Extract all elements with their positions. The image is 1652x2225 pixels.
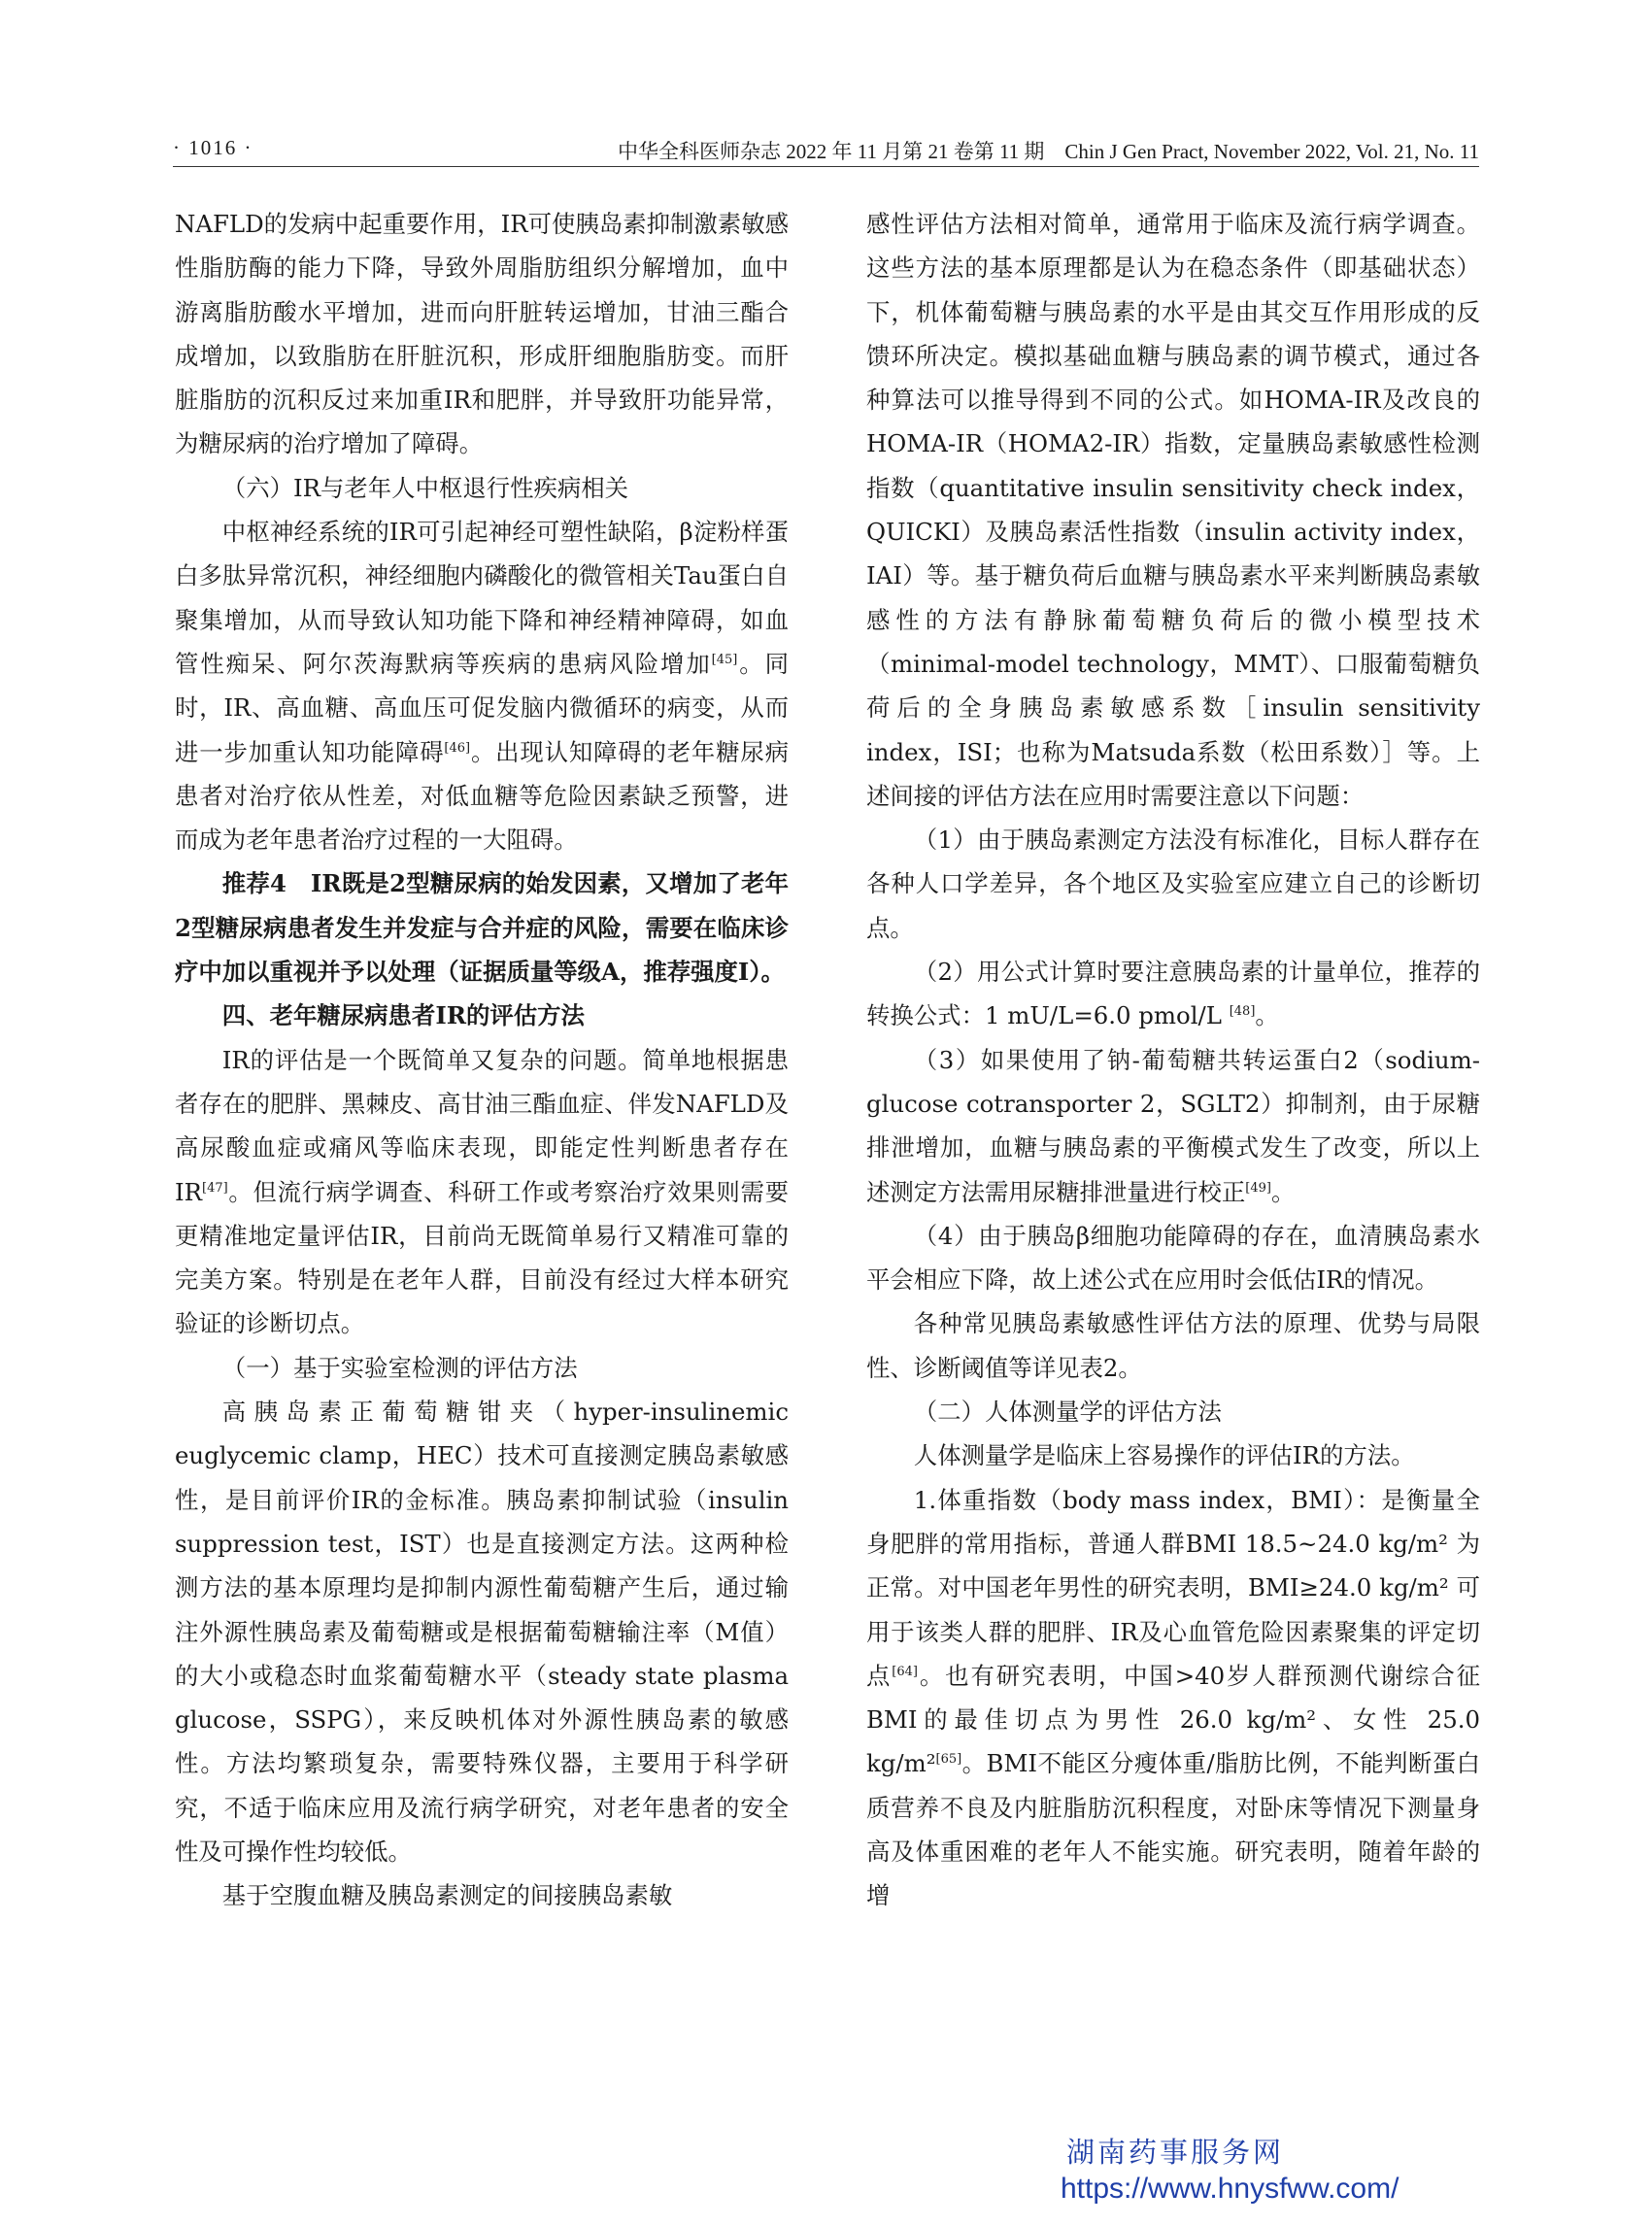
- paragraph-continued: NAFLD的发病中起重要作用，IR可使胰岛素抑制激素敏感性脂肪酶的能力下降，导致外周脂肪组织分解增加，血中游离脂肪酸水平增加，进而向肝脏转运增加，甘油三酯合成增加，以致脂肪在肝脏沉积，形成肝细胞脂肪变。而肝脏脂肪的沉积反过来加重IR和肥胖，并导致肝功能异常，为糖尿病的治疗增加了障碍。: [175, 210, 789, 458]
- recommendation-4: 推荐4 IR既是2型糖尿病的始发因素，又增加了老年2型糖尿病患者发生并发症与合并症的风险，需要在临床诊疗中加以重视并予以处理（证据质量等级A，推荐强度Ⅰ）。: [175, 869, 789, 987]
- watermark: [1061, 2131, 1468, 2206]
- subsection-heading: （六）IR与老年人中枢退行性疾病相关: [221, 473, 629, 502]
- right-column: [866, 202, 1480, 1918]
- citation-marker: [46]: [444, 740, 471, 756]
- section-heading: 四、老年糖尿病患者IR的评估方法: [221, 1001, 585, 1030]
- paragraph: 高胰岛素正葡萄糖钳夹（hyper-insulinemic euglycemic clamp，HEC）技术可直接测定胰岛素敏感性，是目前评价IR的金标准。胰岛素抑制试验（insulin suppression test，IST）也是直接测定方法。这两种检测方法的基本原理均是抑制内源性葡萄糖产生后，通过输注外源性胰岛素及葡萄糖或是根据葡萄糖输注率（M值）的大小或稳态时血浆葡萄糖水平（steady state plasma glucose，SSPG），来反映机体对外源性胰岛素的敏感性。方法均繁琐复杂，需要特殊仪器，主要用于科学研究，不适于临床应用及流行病学研究，对老年患者的安全性及可操作性均较低。: [175, 1398, 789, 1866]
- list-item-3: （3）如果使用了钠-葡萄糖共转运蛋白2（sodium-glucose cotransporter 2，SGLT2）抑制剂，由于尿糖排泄增加，血糖与胰岛素的平衡模式发生了改变，所以上述测定方法需用尿糖排泄量进行校正[49]。: [866, 1045, 1480, 1206]
- citation-marker: [48]: [1229, 1004, 1256, 1020]
- citation-marker: [45]: [711, 652, 738, 667]
- left-column: [175, 202, 789, 1918]
- journal-citation: 中华全科医师杂志 2022 年 11 月第 21 卷第 11 期 Chin J Gen Pract, November 2022, Vol. 21, No. 11: [617, 140, 1479, 163]
- subsection-heading: （二）人体测量学的评估方法: [913, 1398, 1222, 1427]
- watermark-site-name: 湖南药事服务网: [1066, 2138, 1285, 2169]
- page-number: · 1016 ·: [173, 136, 253, 159]
- citation-marker: [64]: [892, 1664, 918, 1679]
- paragraph: 基于空腹血糖及胰岛素测定的间接胰岛素敏: [221, 1881, 673, 1910]
- paragraph: 中枢神经系统的IR可引起神经可塑性缺陷，β淀粉样蛋白多肽异常沉积，神经细胞内磷酸化的微管相关Tau蛋白自聚集增加，从而导致认知功能下降和神经精神障碍，如血管性痴呆、阿尔茨海默病等疾病的患病风险增加[45]。同时，IR、高血糖、高血压可促发脑内微循环的病变，从而进一步加重认知功能障碍[46]。出现认知障碍的老年糖尿病患者对治疗依从性差，对低血糖等危险因素缺乏预警，进而成为老年患者治疗过程的一大阻碍。: [175, 518, 789, 855]
- header-rule: [173, 166, 1479, 167]
- paragraph: IR的评估是一个既简单又复杂的问题。简单地根据患者存在的肥胖、黑棘皮、高甘油三酯血症、伴发NAFLD及高尿酸血症或痛风等临床表现，即能定性判断患者存在IR[47]。但流行病学调查、科研工作或考察治疗效果则需要更精准地定量评估IR，目前尚无既简单易行又精准可靠的完美方案。特别是在老年人群，目前没有经过大样本研究验证的诊断切点。: [175, 1045, 789, 1338]
- citation-marker: [65]: [935, 1752, 962, 1768]
- paragraph-continued: 感性评估方法相对简单，通常用于临床及流行病学调查。这些方法的基本原理都是认为在稳态条件（即基础状态）下，机体葡萄糖与胰岛素的水平是由其交互作用形成的反馈环所决定。模拟基础血糖与胰岛素的调节模式，通过各种算法可以推导得到不同的公式。如HOMA-IR及改良的HOMA-IR（HOMA2-IR）指数，定量胰岛素敏感性检测指数（quantitative insulin sensitivity check index，QUICKI）及胰岛素活性指数（insulin activity index，IAI）等。基于糖负荷后血糖与胰岛素水平来判断胰岛素敏感性的方法有静脉葡萄糖负荷后的微小模型技术（minimal-model technology，MMT）、口服葡萄糖负荷后的全身胰岛素敏感系数［insulin sensitivity index，ISI；也称为Matsuda系数（松田系数）］等。上述间接的评估方法在应用时需要注意以下问题：: [866, 210, 1480, 810]
- subsection-heading: （一）基于实验室检测的评估方法: [221, 1353, 578, 1382]
- citation-marker: [47]: [202, 1180, 228, 1196]
- paragraph: 各种常见胰岛素敏感性评估方法的原理、优势与局限性、诊断阈值等详见表2。: [866, 1309, 1480, 1382]
- paragraph-bmi: 1.体重指数（body mass index，BMI）：是衡量全身肥胖的常用指标，普通人群BMI 18.5~24.0 kg/m² 为正常。对中国老年男性的研究表明，BMI≥24.0 kg/m² 可用于该类人群的肥胖、IR及心血管危险因素聚集的评定切点[64]。也有研究表明，中国>40岁人群预测代谢综合征BMI的最佳切点为男性 26.0 kg/m²、女性 25.0 kg/m²[65]。BMI不能区分瘦体重/脂肪比例，不能判断蛋白质营养不良及内脏脂肪沉积程度，对卧床等情况下测量身高及体重困难的老年人不能实施。研究表明，随着年龄的增: [866, 1485, 1480, 1910]
- list-item-4: （4）由于胰岛β细胞功能障碍的存在，血清胰岛素水平会相应下降，故上述公式在应用时会低估IR的情况。: [866, 1221, 1480, 1295]
- citation-marker: [49]: [1245, 1180, 1271, 1196]
- list-item-1: （1）由于胰岛素测定方法没有标准化，目标人群存在各种人口学差异，各个地区及实验室应建立自己的诊断切点。: [866, 826, 1480, 942]
- list-item-2: （2）用公式计算时要注意胰岛素的计量单位，推荐的转换公式：1 mU/L=6.0 pmol/L [48]。: [866, 958, 1480, 1030]
- paragraph: 人体测量学是临床上容易操作的评估IR的方法。: [913, 1441, 1415, 1470]
- watermark-url[interactable]: https://www.hnysfww.com/: [1061, 2173, 1399, 2205]
- running-header: [173, 132, 1479, 167]
